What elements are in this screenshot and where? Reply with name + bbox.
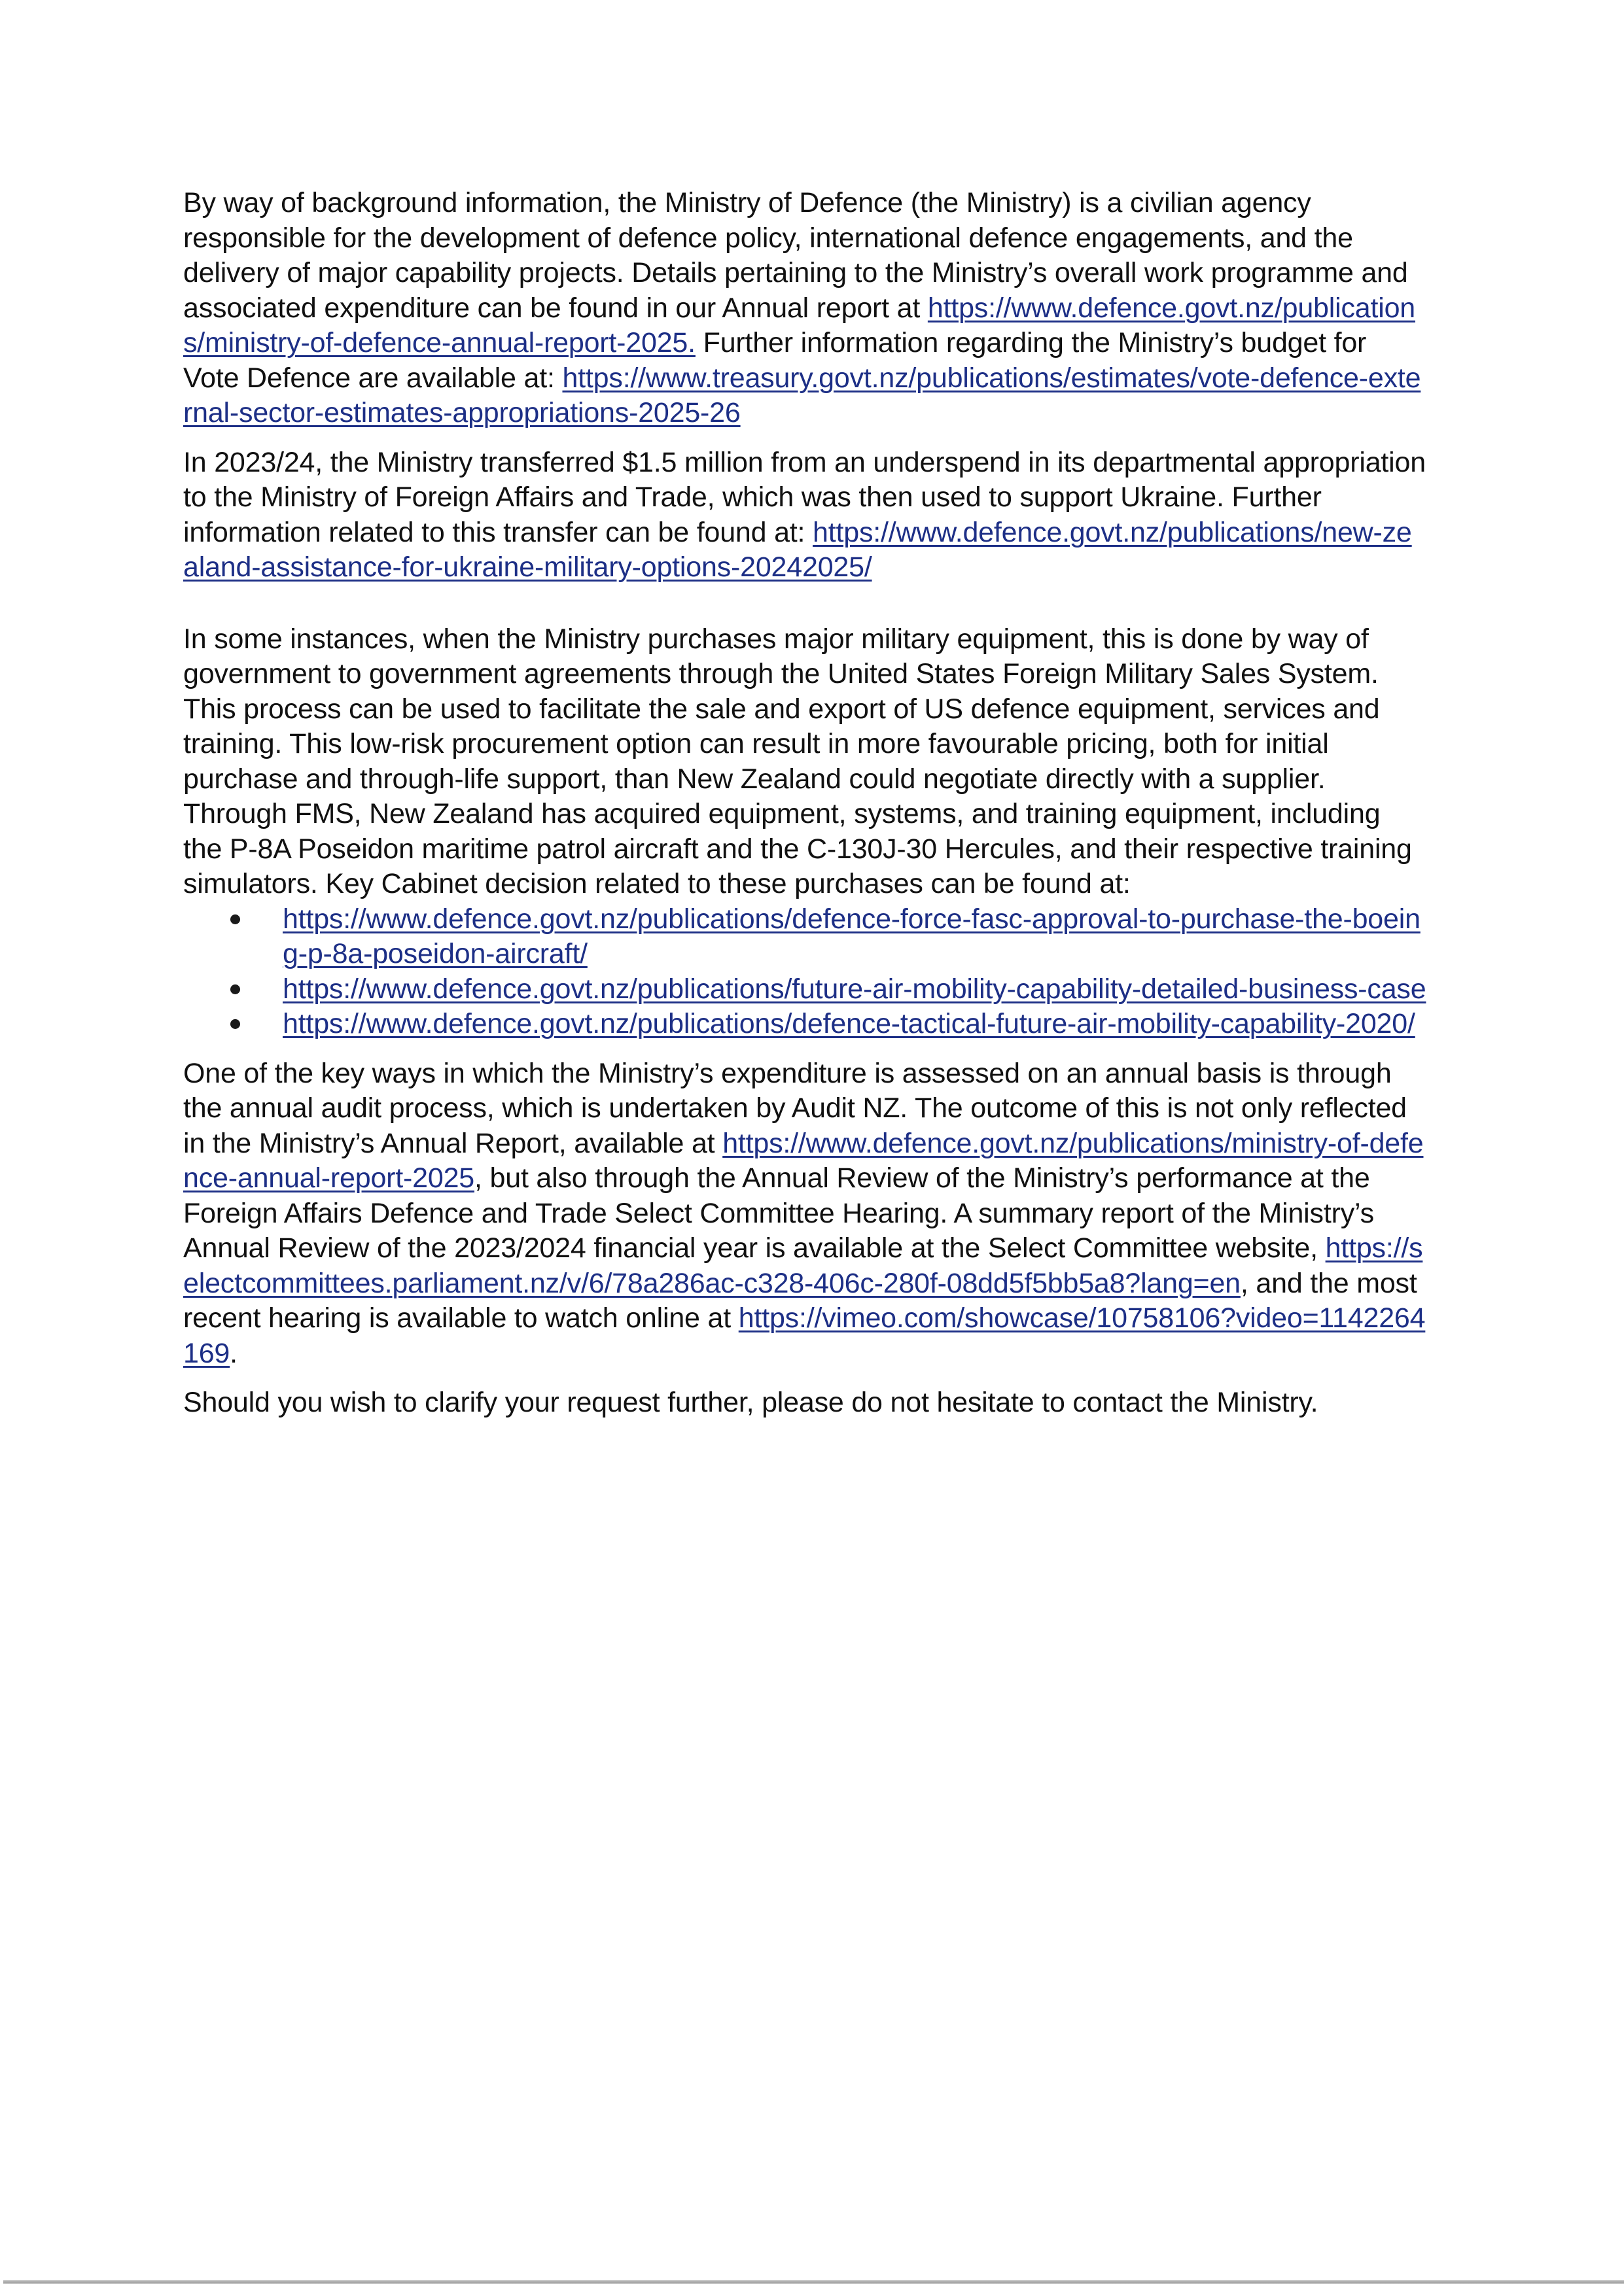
paragraph-text: Should you wish to clarify your request further, please do not hesitate to contact the Ministry. (183, 1387, 1318, 1418)
ukraine-assistance-link[interactable]: https://www.defence.govt.nz/publications/new-zealand-assistance-for-ukraine-military-options-20242025/ (183, 516, 1412, 583)
list-item (183, 902, 1426, 972)
paragraph-spacer (183, 1042, 1426, 1056)
paragraph-text: , but also through the Annual Review of the Ministry’s performance at the Foreign Affairs Defence and Trade Select Committee Hearing. A summary report of the Ministry’s Annual Review of the 2023/2024 financial year is available at the Select Committee website, (183, 1162, 1374, 1264)
paragraph-text: , and the most recent hearing is available to watch online at (183, 1267, 1417, 1334)
paragraph-fms (183, 622, 1426, 902)
paragraph-spacer (183, 1371, 1426, 1385)
paragraph-text: In some instances, when the Ministry purchases major military equipment, this is done by way of government to government agreements through the United States Foreign Military Sales System. This process can be used to facilitate the sale and export of US defence equipment, services and training. This low-risk procurement option can result in more favourable pricing, both for initial purchase and through-life support, than New Zealand could negotiate directly with a supplier. Through FMS, New Zealand has acquired equipment, systems, and training equipment, including the P-8A Poseidon maritime patrol aircraft and the C-130J-30 Hercules, and their respective training simulators. Key Cabinet decision related to these purchases can be found at: (183, 623, 1412, 899)
paragraph-background (183, 186, 1426, 431)
future-air-mobility-business-case-link[interactable]: https://www.defence.govt.nz/publications/future-air-mobility-capability-detailed-business-case (283, 973, 1426, 1005)
paragraph-spacer (183, 585, 1426, 622)
paragraph-text: One of the key ways in which the Ministry’s expenditure is assessed on an annual basis is through the annual audit process, which is undertaken by Audit NZ. The outcome of this is not only reflected in the Ministry’s Annual Report, available at (183, 1057, 1407, 1159)
paragraph-audit (183, 1056, 1426, 1372)
paragraph-ukraine-transfer (183, 445, 1426, 585)
letter-body (183, 186, 1426, 1421)
annual-report-link[interactable]: https://www.defence.govt.nz/publications/ministry-of-defence-annual-report-2025. (183, 292, 1416, 358)
vimeo-hearing-link[interactable]: https://vimeo.com/showcase/10758106?video=1142264169 (183, 1302, 1426, 1369)
scan-edge-divider (3, 2280, 1624, 2284)
bullet-icon (230, 1019, 240, 1029)
annual-report-link[interactable]: https://www.defence.govt.nz/publications/ministry-of-defence-annual-report-2025 (183, 1127, 1424, 1194)
cabinet-decision-links-list (183, 902, 1426, 1042)
paragraph-text: . (230, 1337, 238, 1369)
paragraph-text: In 2023/24, the Ministry transferred $1.5 million from an underspend in its departmental appropriation to the Ministry of Foreign Affairs and Trade, which was then used to support Ukraine. Further information related to this transfer can be found at: (183, 446, 1426, 548)
tactical-air-mobility-capability-link[interactable]: https://www.defence.govt.nz/publications/defence-tactical-future-air-mobility-capability-2020/ (283, 1008, 1415, 1039)
paragraph-text: By way of background information, the Ministry of Defence (the Ministry) is a civilian agency responsible for the development of defence policy, international defence engagements, and the delivery of major capability projects. Details pertaining to the Ministry’s overall work programme and associated expenditure can be found in our Annual report at (183, 187, 1408, 324)
treasury-estimates-link[interactable]: https://www.treasury.govt.nz/publications/estimates/vote-defence-external-sector-estimates-appropriations-2025-26 (183, 362, 1421, 428)
list-item (183, 1007, 1426, 1042)
bullet-icon (230, 914, 240, 924)
list-item (183, 972, 1426, 1007)
paragraph-closing (183, 1385, 1426, 1421)
bullet-icon (230, 984, 240, 994)
p8a-poseidon-approval-link[interactable]: https://www.defence.govt.nz/publications/defence-force-fasc-approval-to-purchase-the-boeing-p-8a-poseidon-aircraft/ (283, 903, 1421, 969)
select-committee-link[interactable]: https://selectcommittees.parliament.nz/v/6/78a286ac-c328-406c-280f-08dd5f5bb5a8?lang=en (183, 1232, 1423, 1299)
paragraph-spacer (183, 431, 1426, 445)
paragraph-text: Further information regarding the Ministry’s budget for Vote Defence are available at: (183, 327, 1367, 394)
